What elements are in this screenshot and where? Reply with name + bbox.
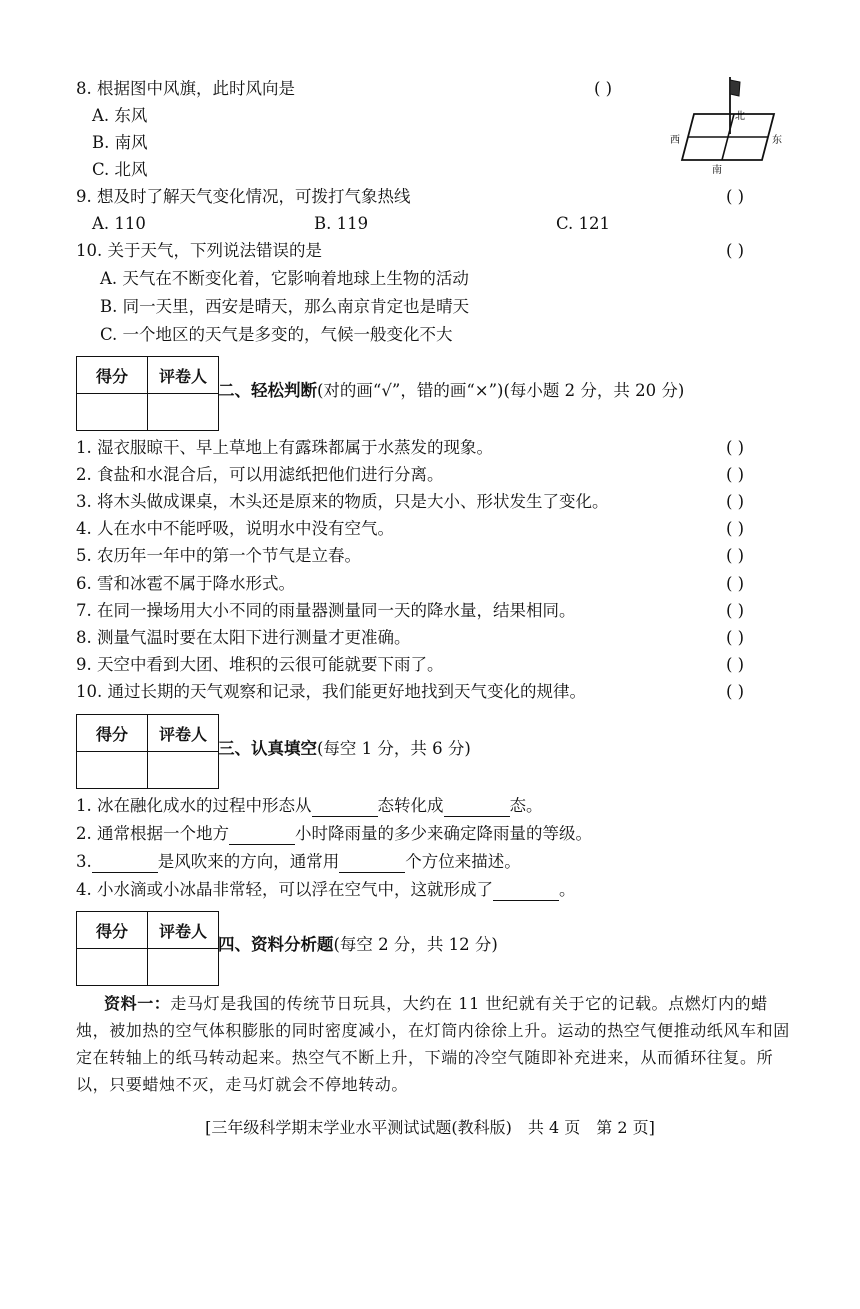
- judge-item-4: 4. 人在水中不能呼吸，说明水中没有空气。: [76, 519, 394, 538]
- q9-option-b: B. 119: [314, 214, 369, 233]
- q10-option-a: A. 天气在不断变化着，它影响着地球上生物的活动: [100, 269, 469, 288]
- section3-score-box: [76, 714, 219, 789]
- fill-blank[interactable]: [339, 854, 405, 873]
- q9-option-a: A. 110: [92, 214, 146, 233]
- fill-2-text-a: 2. 通常根据一个地方: [76, 824, 229, 843]
- section3-note: (每空 1 分，共 6 分): [317, 739, 471, 758]
- grader-cell: [148, 394, 219, 431]
- q10-answer-paren: ( ): [726, 241, 745, 260]
- q8-answer-paren: ( ): [594, 79, 613, 98]
- judge-item-6: 6. 雪和冰雹不属于降水形式。: [76, 574, 295, 593]
- judge-item-10: 10. 通过长期的天气观察和记录，我们能更好地找到天气变化的规律。: [76, 682, 586, 701]
- fill-blank[interactable]: [493, 882, 559, 901]
- fill-4-text-a: 4. 小水滴或小冰晶非常轻，可以浮在空气中，这就形成了: [76, 880, 493, 899]
- fill-item-3: [76, 851, 521, 873]
- section2-title: [218, 380, 684, 402]
- q9-option-c: C. 121: [556, 214, 611, 233]
- fill-1-text-c: 态。: [509, 796, 543, 815]
- fill-blank[interactable]: [92, 854, 158, 873]
- fill-item-2: [76, 823, 592, 845]
- judge-paren-4: ( ): [726, 519, 745, 538]
- fill-1-text-b: 态转化成: [377, 796, 444, 815]
- fill-1-text-a: 1. 冰在融化成水的过程中形态从: [76, 796, 312, 815]
- q10-option-b: B. 同一天里，西安是晴天，那么南京肯定也是晴天: [100, 297, 470, 316]
- judge-item-8: 8. 测量气温时要在太阳下进行测量才更准确。: [76, 628, 411, 647]
- judge-item-9: 9. 天空中看到大团、堆积的云很可能就要下雨了。: [76, 655, 444, 674]
- judge-item-7: 7. 在同一操场用大小不同的雨量器测量同一天的降水量，结果相同。: [76, 601, 576, 620]
- judge-paren-5: ( ): [726, 546, 745, 565]
- judge-item-2: 2. 食盐和水混合后，可以用滤纸把他们进行分离。: [76, 465, 444, 484]
- fill-2-text-b: 小时降雨量的多少来确定降雨量的等级。: [295, 824, 592, 843]
- grader-header: 评卷人: [148, 357, 219, 394]
- judge-paren-1: ( ): [726, 438, 745, 457]
- fill-blank[interactable]: [229, 826, 295, 845]
- judge-item-3: 3. 将木头做成课桌，木头还是原来的物质，只是大小、形状发生了变化。: [76, 492, 609, 511]
- material-one-paragraph: [76, 990, 796, 1098]
- q9-stem: 9. 想及时了解天气变化情况，可拨打气象热线: [76, 187, 411, 206]
- grader-header: 评卷人: [148, 715, 219, 752]
- judge-paren-10: ( ): [726, 682, 745, 701]
- fill-blank[interactable]: [312, 798, 378, 817]
- section4-title: [218, 934, 498, 956]
- fill-item-4: [76, 879, 576, 901]
- section4-title-text: 四、资料分析题: [218, 935, 334, 954]
- q8-option-b: B. 南风: [92, 133, 148, 152]
- q8-option-c: C. 北风: [92, 160, 148, 179]
- section3-title: [218, 738, 471, 760]
- figure-north-label: 北: [735, 111, 745, 122]
- judge-item-5: 5. 农历年一年中的第一个节气是立春。: [76, 546, 361, 565]
- section2-title-text: 二、轻松判断: [218, 381, 317, 400]
- section4-note: (每空 2 分，共 12 分): [333, 935, 498, 954]
- fill-3-text-b: 是风吹来的方向，通常用: [157, 852, 340, 871]
- fill-item-1: [76, 795, 543, 817]
- judge-paren-6: ( ): [726, 574, 745, 593]
- figure-east-label: 东: [772, 135, 782, 146]
- page-footer: [三年级科学期末学业水平测试试题(教科版) 共 4 页 第 2 页]: [205, 1118, 655, 1137]
- section2-note: (对的画“√”，错的画“×”)(每小题 2 分，共 20 分): [317, 381, 685, 400]
- section3-title-text: 三、认真填空: [218, 739, 317, 758]
- judge-paren-2: ( ): [726, 465, 745, 484]
- section2-score-box: [76, 356, 219, 431]
- q8-stem: 8. 根据图中风旗，此时风向是: [76, 79, 295, 98]
- grader-header: 评卷人: [148, 912, 219, 949]
- figure-west-label: 西: [670, 135, 680, 146]
- q10-option-c: C. 一个地区的天气是多变的，气候一般变化不大: [100, 325, 453, 344]
- grader-cell: [148, 752, 219, 789]
- figure-south-label: 南: [712, 165, 722, 176]
- grader-cell: [148, 949, 219, 986]
- judge-paren-3: ( ): [726, 492, 745, 511]
- score-header: 得分: [77, 357, 148, 394]
- fill-3-text-a: 3.: [76, 852, 92, 871]
- score-cell: [77, 949, 148, 986]
- fill-blank[interactable]: [444, 798, 510, 817]
- score-cell: [77, 394, 148, 431]
- judge-paren-9: ( ): [726, 655, 745, 674]
- q9-answer-paren: ( ): [726, 187, 745, 206]
- q10-stem: 10. 关于天气，下列说法错误的是: [76, 241, 322, 260]
- judge-paren-7: ( ): [726, 601, 745, 620]
- score-cell: [77, 752, 148, 789]
- fill-3-text-c: 个方位来描述。: [405, 852, 521, 871]
- judge-paren-8: ( ): [726, 628, 745, 647]
- material-one-label: 资料一：: [104, 994, 171, 1013]
- section4-score-box: [76, 911, 219, 986]
- fill-4-text-b: 。: [559, 880, 576, 899]
- score-header: 得分: [77, 912, 148, 949]
- judge-item-1: 1. 湿衣服晾干、早上草地上有露珠都属于水蒸发的现象。: [76, 438, 493, 457]
- score-header: 得分: [77, 715, 148, 752]
- wind-flag-figure: [660, 72, 800, 182]
- q8-option-a: A. 东风: [92, 106, 148, 125]
- material-one-text: 走马灯是我国的传统节日玩具，大约在 11 世纪就有关于它的记载。点燃灯内的蜡烛，被加热的空气体积膨胀的同时密度减小，在灯筒内徐徐上升。运动的热空气便推动纸风车和固定在转轴上的纸马转动起来。热空气不断上升，下端的冷空气随即补充进来，从而循环往复。所以，只要蜡烛不灭，走马灯就会不停地转动。: [76, 994, 790, 1094]
